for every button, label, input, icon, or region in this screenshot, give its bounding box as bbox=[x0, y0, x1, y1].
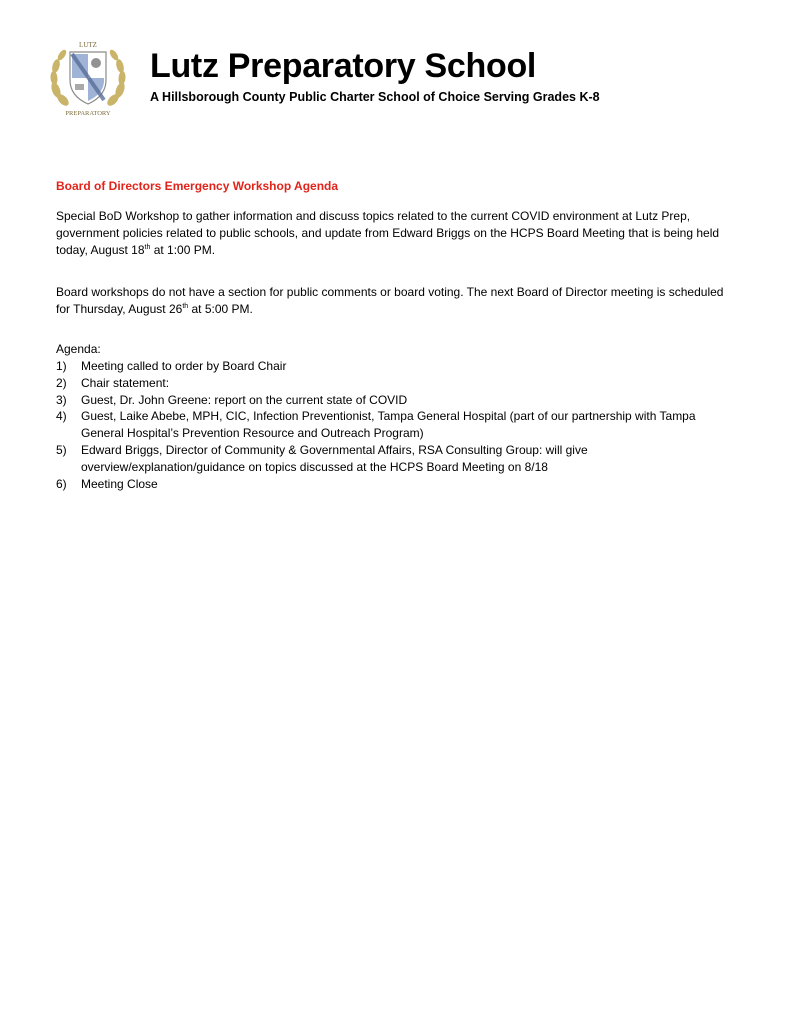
agenda-item-number: 2) bbox=[56, 375, 67, 390]
agenda-item-text: Guest, Laike Abebe, MPH, CIC, Infection Preventionist, Tampa General Hospital (part of our partnership with Tampa General Hospital’s Prevention Resource and Outreach Program) bbox=[81, 409, 696, 441]
school-tagline: A Hillsborough County Public Charter School of Choice Serving Grades K-8 bbox=[150, 90, 600, 104]
agenda-list bbox=[56, 358, 736, 492]
next-meeting-time-text: at 5:00 PM. bbox=[188, 302, 253, 316]
agenda-item-text: Edward Briggs, Director of Community & Governmental Affairs, RSA Consulting Group: will give overview/explanation/guidance on topics discussed at the HCPS Board Meeting on 8/18 bbox=[81, 442, 588, 474]
agenda-item bbox=[56, 392, 736, 409]
agenda-item bbox=[56, 375, 736, 392]
workshop-notice-text: Board workshops do not have a section for public comments or board voting. The next Board of Director meeting is scheduled for Thursday, August 26 bbox=[56, 285, 724, 316]
agenda-item bbox=[56, 408, 736, 442]
agenda-item-number: 5) bbox=[56, 442, 67, 457]
agenda-item-text: Guest, Dr. John Greene: report on the current state of COVID bbox=[81, 392, 408, 407]
agenda-item-number: 3) bbox=[56, 392, 67, 407]
agenda-title: Board of Directors Emergency Workshop Agenda bbox=[56, 179, 339, 193]
agenda-item-number: 4) bbox=[56, 409, 67, 424]
agenda-item bbox=[56, 442, 736, 476]
workshop-notice bbox=[56, 284, 736, 318]
agenda-label: Agenda: bbox=[56, 342, 101, 356]
school-name: Lutz Preparatory School bbox=[150, 47, 537, 85]
date-ordinal: th bbox=[182, 303, 189, 310]
agenda-item-text: Meeting Close bbox=[81, 476, 158, 491]
agenda-item-text: Chair statement: bbox=[81, 375, 170, 390]
workshop-description-text: Special BoD Workshop to gather information and discuss topics related to the current COVID environment at Lutz Prep, government policies related to public schools, and update from Edward Briggs on the HCPS Board Meeting that is being held today, August 18 bbox=[56, 209, 720, 257]
agenda-item bbox=[56, 358, 736, 375]
agenda-item-number: 1) bbox=[56, 359, 67, 373]
agenda-item bbox=[56, 476, 736, 493]
logo-top-text: LUTZ bbox=[79, 41, 97, 49]
logo-bottom-text: PREPARATORY bbox=[65, 110, 111, 117]
agenda-item-number: 6) bbox=[56, 476, 67, 491]
workshop-time-text: at 1:00 PM. bbox=[150, 243, 216, 257]
workshop-description bbox=[56, 208, 736, 259]
date-ordinal: th bbox=[144, 244, 151, 251]
agenda-item-text: Meeting called to order by Board Chair bbox=[81, 359, 287, 373]
school-crest-logo bbox=[46, 38, 130, 118]
